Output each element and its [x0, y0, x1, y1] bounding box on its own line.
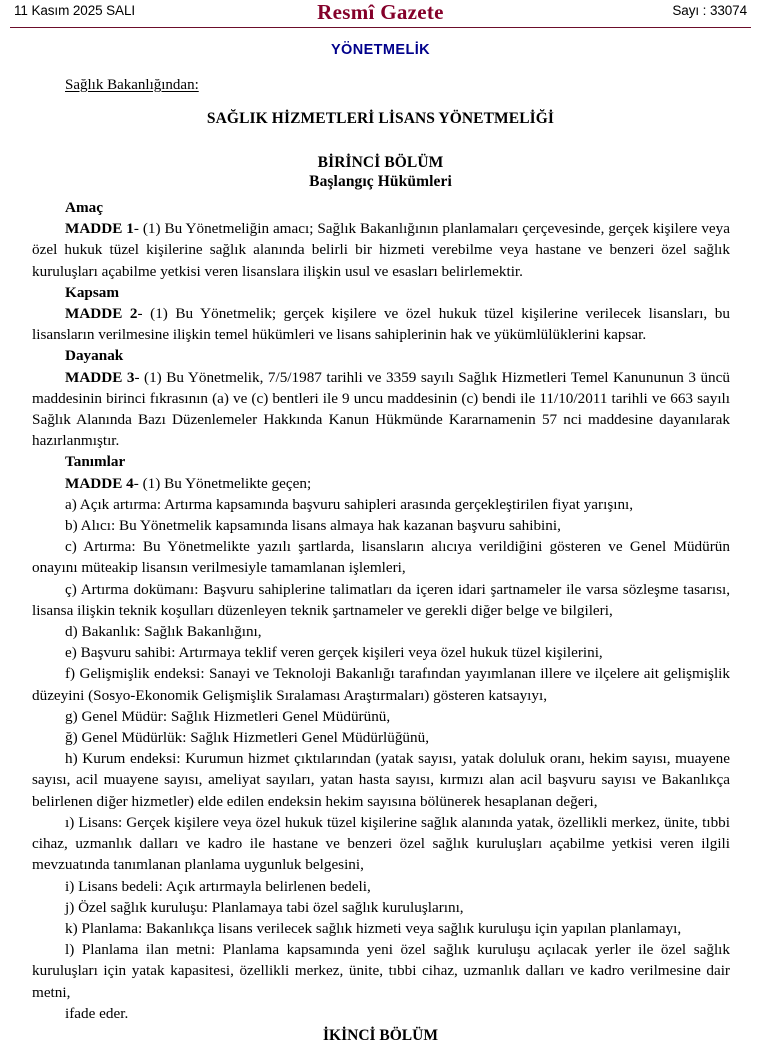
definition-item: k) Planlama: Bakanlıkça lisans verilecek sağlık hizmeti veya sağlık kuruluşu için yapılan planlamayı,: [65, 919, 682, 937]
article-2-text: - (1) Bu Yönetmelik; gerçek kişilere ve özel hukuk tüzel kişilerine verilecek lisansları, bu lisansların verilmesine ilişkin temel hükümleri ve lisans sahiplerinin hak ve yükümlülüklerini kapsar.: [32, 305, 730, 344]
publication-date: 11 Kasım 2025 SALI: [14, 3, 136, 18]
definition-item: c) Artırma: Bu Yönetmelikte yazılı şartlarda, lisansların alıcıya verildiğini gösteren ve Genel Müdürün onayını müteakip lisansın verilmesiyle tamamlanan işlemleri,: [32, 538, 730, 577]
definition-item: ç) Artırma dokümanı: Başvuru sahiplerine talimatları da içeren idari şartnameler ile varsa sözleşme tasarısı, lisansa ilişkin teknik koşulları düzenleyen teknik şartnameler ve gerekli diğer belge ve bilgileri,: [32, 580, 730, 619]
issuer-label: Sağlık Bakanlığından:: [65, 77, 199, 93]
article-4: [32, 473, 730, 494]
regulation-title: SAĞLIK HİZMETLERİ LİSANS YÖNETMELİĞİ: [206, 110, 555, 127]
regulation-body: [0, 197, 761, 1024]
next-chapter-heading-partial: İKİNCİ BÖLÜM: [323, 1026, 438, 1044]
section-heading-dayanak: Dayanak: [65, 347, 124, 365]
article-1-text: - (1) Bu Yönetmeliğin amacı; Sağlık Bakanlığının planlamaları çerçevesinde, gerçek kişilere veya özel hukuk tüzel kişilerine sağlık alanında belirli bir hizmeti verebilme veya hastane ve benzeri özel sağlık kuruluşları açabilme yetkisi veren lisanslara ilişkin usul ve esasları belirlemektir.: [32, 220, 730, 280]
definition-item: j) Özel sağlık kuruluşu: Planlamaya tabi özel sağlık kuruluşlarını,: [65, 898, 464, 916]
definition-item: b) Alıcı: Bu Yönetmelik kapsamında lisans almaya hak kazanan başvuru sahibini,: [65, 517, 561, 535]
definition-item: e) Başvuru sahibi: Artırmaya teklif veren gerçek kişileri veya özel hukuk tüzel kişilerini,: [65, 644, 603, 662]
gazette-title: Resmî Gazete: [317, 0, 444, 24]
masthead-divider: [10, 27, 751, 28]
issue-number: Sayı : 33074: [672, 3, 747, 18]
article-3: [32, 367, 730, 452]
article-2-label: MADDE 2: [65, 305, 138, 323]
definition-item: ı) Lisans: Gerçek kişilere veya özel hukuk tüzel kişilerine sağlık alanında yatak, özellikli merkez, ünite, tıbbi cihaz, uzmanlık dalları ve kadro ile hastane ve benzeri özel sağlık kuruluşları açabilme yetkisi veren ilgili mevzuatında tanımlanan planlama uygunluk belgesini,: [32, 813, 730, 874]
definition-item: l) Planlama ilan metni: Planlama kapsamında yeni özel sağlık kuruluşu açılacak yerler ile özel sağlık kuruluşları için yatak kapasitesi, özellikli merkez, ünite, tıbbi cihaz, uzmanlık dalları ve kadro verilmesine dair metni,: [32, 941, 730, 1001]
issuer-line: [0, 76, 761, 94]
article-1: [32, 218, 730, 282]
definition-item: f) Gelişmişlik endeksi: Sanayi ve Teknoloji Bakanlığı tarafından yayımlanan illere ve ilçelere ait gelişmişlik düzeyini (Sosyo-Ekonomik Gelişmişlik Sıralaması Araştırmaları) gösteren katsayıyı,: [32, 665, 730, 704]
definition-item: a) Açık artırma: Artırma kapsamında başvuru sahipleri arasında gerçekleştirilen fiyat yarışını,: [65, 495, 634, 513]
chapter-subtitle: Başlangıç Hükümleri: [309, 173, 452, 190]
section-heading-kapsam: Kapsam: [65, 283, 120, 301]
article-4-text: - (1) Bu Yönetmelikte geçen;: [133, 474, 312, 492]
document-kind-heading: YÖNETMELİK: [330, 42, 431, 58]
definition-item: i) Lisans bedeli: Açık artırmayla belirlenen bedeli,: [65, 877, 371, 895]
definition-closing: ifade eder.: [65, 1004, 129, 1022]
chapter-title: BİRİNCİ BÖLÜM: [317, 154, 444, 171]
article-3-label: MADDE 3: [65, 368, 135, 386]
definition-item: ğ) Genel Müdürlük: Sağlık Hizmetleri Genel Müdürlüğünü,: [65, 729, 430, 747]
definition-item: g) Genel Müdür: Sağlık Hizmetleri Genel Müdürünü,: [65, 707, 391, 725]
masthead: [0, 0, 761, 26]
article-1-label: MADDE 1: [65, 220, 134, 238]
definition-item: h) Kurum endeksi: Kurumun hizmet çıktılarından (yatak sayısı, yatak doluluk oranı, hekim sayısı, muayene sayısı, acil muayene sayısı, ameliyat sayıları, yatan hasta sayısı, kırmızı alan acil başvuru sayısı ve Bakanlıkça belirlenen diğer hizmetler) elde edilen endeksin hekim sayısına bölünerek hesaplanan değeri,: [32, 750, 730, 810]
article-4-label: MADDE 4: [65, 474, 134, 492]
section-heading-tanimlar: Tanımlar: [65, 453, 126, 471]
article-2: [32, 303, 730, 345]
article-3-text: - (1) Bu Yönetmelik, 7/5/1987 tarihli ve 3359 sayılı Sağlık Hizmetleri Temel Kanununun 3 üncü maddesinin birinci fıkrasının (a) ve (c) bentleri ile 9 uncu maddesinin (c) bendi ile 11/10/2011 tarihli ve 663 sayılı Sağlık Alanında Bazı Düzenlemeler Hakkında Kanun Hükmünde Kararnamenin 57 nci maddesine dayanılarak hazırlanmıştır.: [32, 368, 730, 450]
definition-item: d) Bakanlık: Sağlık Bakanlığını,: [65, 623, 262, 641]
section-heading-amac: Amaç: [65, 199, 103, 216]
